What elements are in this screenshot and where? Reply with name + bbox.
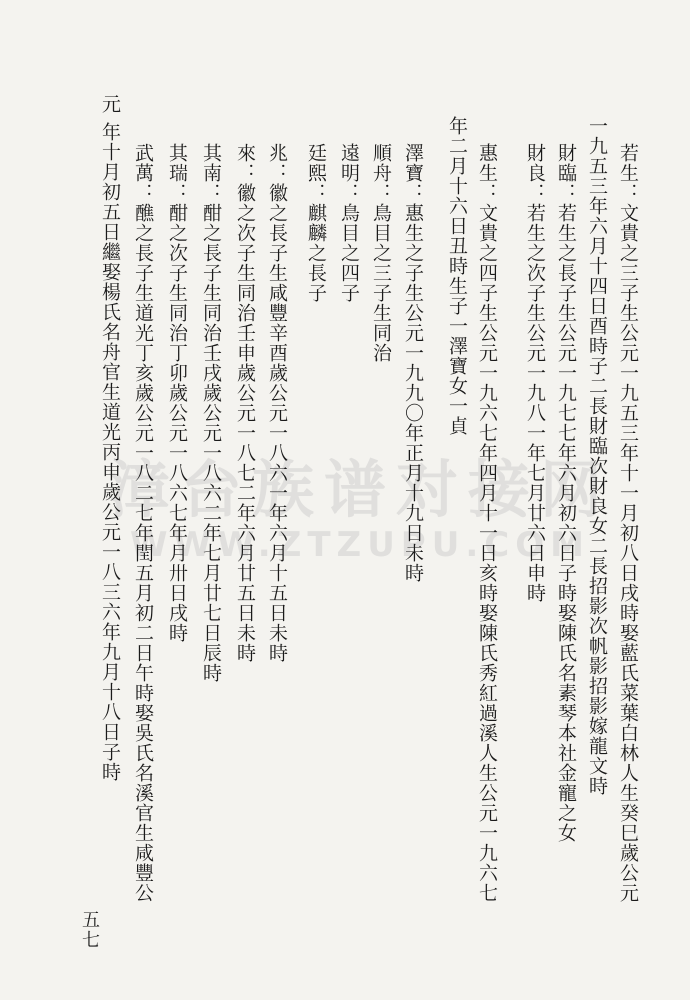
text-column: 惠生：文貴之四子生公元一九六七年四月十一日亥時娶陳氏秀紅過溪人生公元一九六七 [476, 143, 498, 903]
text-column: 武萬：醮之長子生道光丁亥歲公元一八二七年閏五月初二日午時娶吳氏名溪官生咸豐公 [132, 143, 154, 903]
text-column: 其瑞：酣之次子生同治丁卯歲公元一八六七年月卅日戌時 [166, 143, 188, 643]
text-column: 遠明：鳥目之四子 [338, 143, 360, 303]
text-column: 廷熙：麒麟之長子 [305, 143, 327, 303]
text-column: 兆：徽之長子生咸豐辛酉歲公元一八六一年六月十五日未時 [266, 143, 288, 663]
text-column: 年十月初五日繼娶楊氏名舟官生道光丙申歲公元一八三六年九月十八日子時 [99, 122, 121, 782]
text-column: 其南：酣之長子生同治壬戌歲公元一八六二年七月廿七日辰時 [200, 143, 222, 683]
text-column: 若生：文貴之三子生公元一九五三年十一月初八日戌時娶藍氏菜葉白林人生癸巳歲公元 [617, 143, 639, 903]
text-column: 澤寶：惠生之子生公元一九九〇年正月十九日未時 [402, 143, 424, 583]
text-column: 來：徽之次子生同治壬申歲公元一八七二年六月廿五日未時 [234, 143, 256, 663]
text-column: 年二月十六日丑時生子一澤寶女一貞 [446, 116, 468, 436]
text-column: 財良：若生之次子生公元一九八一年七月廿六日申時 [524, 143, 546, 603]
page-number: 五七 [79, 910, 100, 950]
text-column: 一九五三年六月十四日酉時子二長財臨次財良女二長招影次帆影招影嫁龍文時 [586, 116, 608, 796]
watermark-en: WWW.ZTZUPU.COM [130, 525, 590, 565]
text-column: 順舟：鳥目之三子生同治 [370, 143, 392, 363]
text-column: 元 [99, 94, 121, 114]
text-column: 財臨：若生之長子生公元一九七七年六月初六日子時娶陳氏名素琴本社金寵之女 [555, 143, 577, 843]
watermark-cn: 漳台族谱对接网 [107, 453, 612, 526]
